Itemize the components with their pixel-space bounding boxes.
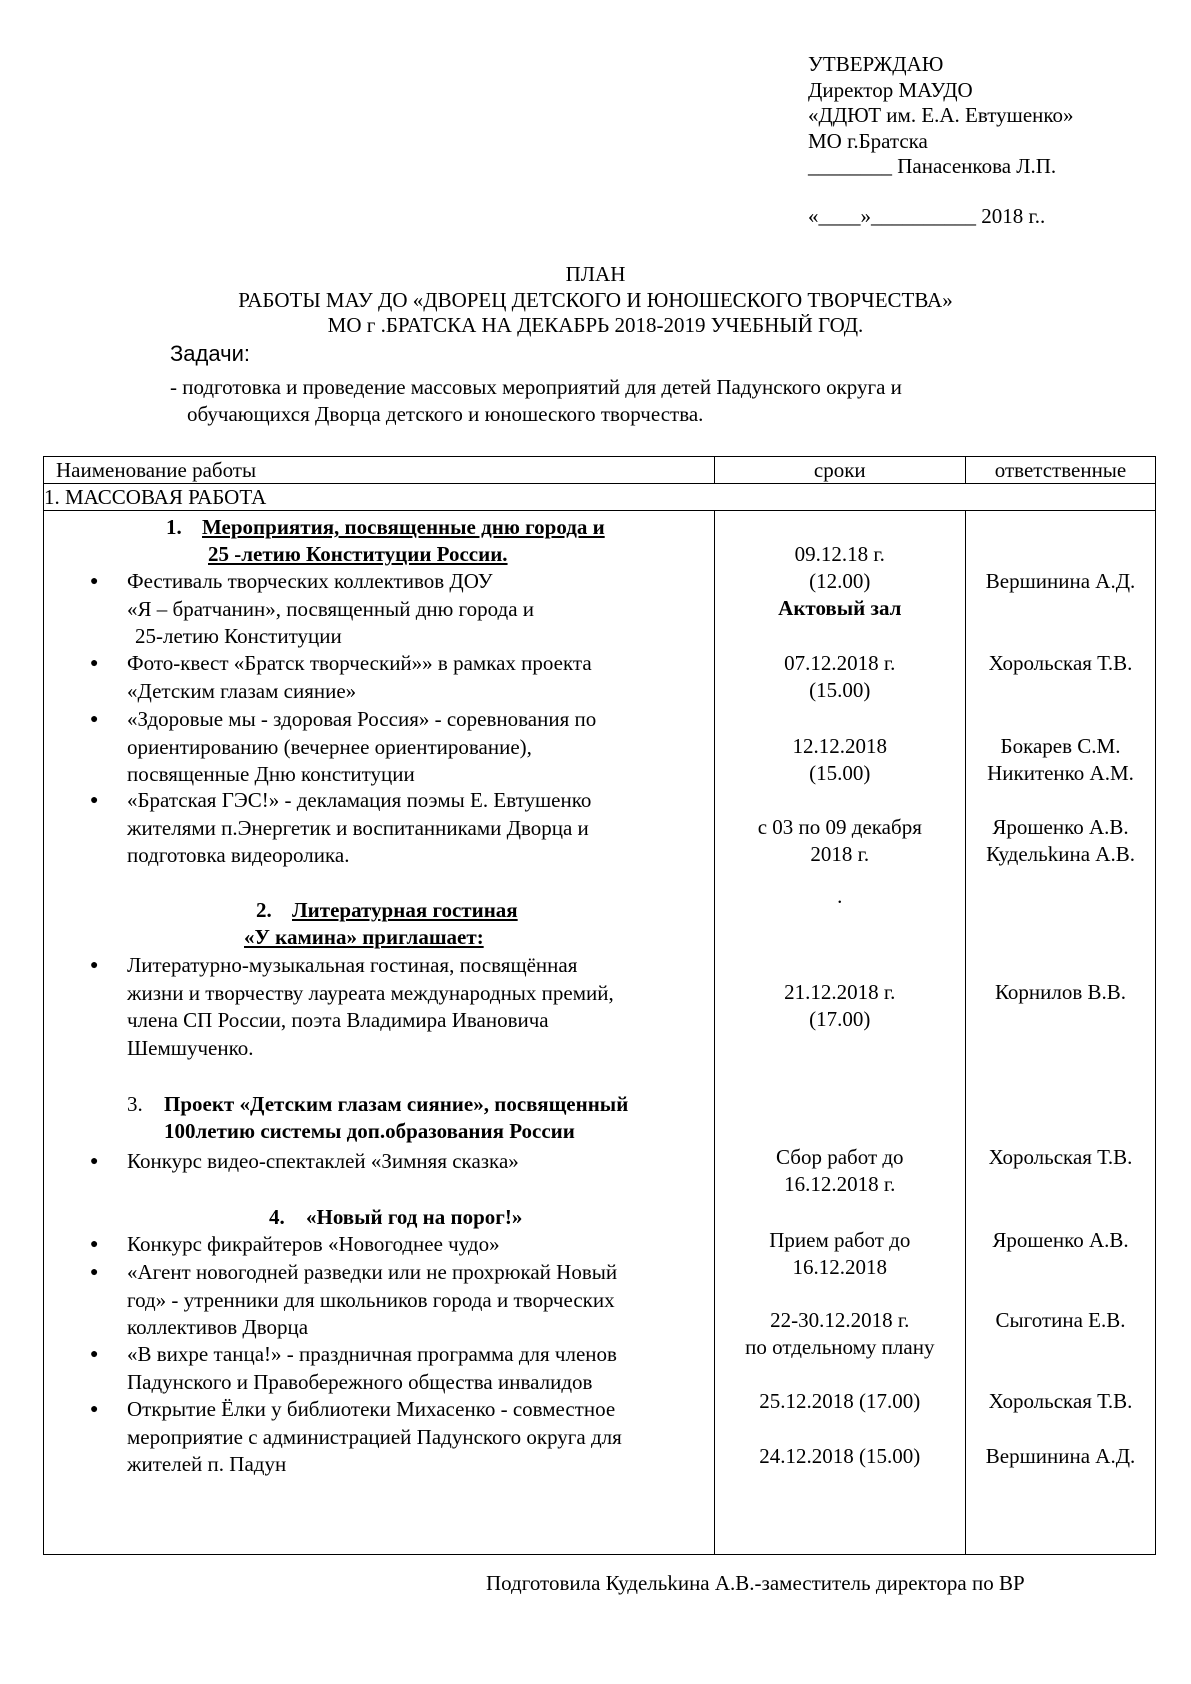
responsible-name: Хорольская Т.В. <box>988 1145 1133 1169</box>
section-title: 1. МАССОВАЯ РАБОТА <box>44 484 1156 511</box>
prepared-by: Подготовила Кудельkина А.В.-заместитель директора по ВР <box>486 1571 1025 1595</box>
term-date: с 03 по 09 декабря <box>757 815 922 839</box>
responsible-name: Вершинина А.Д. <box>985 569 1136 593</box>
bullet-icon: ● <box>90 1347 99 1362</box>
block1-title-1: Мероприятия, посвященные дню города и <box>202 515 605 539</box>
approval-line: «ДДЮТ им. Е.А. Евтушенко» <box>808 103 1074 127</box>
title-line-2: РАБОТЫ МАУ ДО «ДВОРЕЦ ДЕТСКОГО И ЮНОШЕСКОГО ТВОРЧЕСТВА» <box>238 287 953 312</box>
approval-line: УТВЕРЖДАЮ <box>808 52 944 76</box>
term-date: 22-30.12.2018 г. <box>770 1308 910 1332</box>
bullet-icon: ● <box>90 1154 99 1169</box>
item-line: жизни и творчеству лауреата международных премий, <box>127 980 614 1005</box>
responsible-name: Вершинина А.Д. <box>985 1444 1136 1468</box>
header-responsible: ответственные <box>966 457 1156 484</box>
item-line: Литературно-музыкальная гостиная, посвящённая <box>127 953 578 977</box>
term-date: 07.12.2018 г. <box>784 651 896 675</box>
item-line: Конкурс видео-спектаклей «Зимняя сказка» <box>127 1149 519 1173</box>
term-date: 21.12.2018 г. <box>784 980 896 1004</box>
item-line: жителей п. Падун <box>127 1452 287 1476</box>
item-line: мероприятие с администрацией Падунского округа для <box>127 1424 622 1449</box>
tasks-text <box>170 374 902 428</box>
title-line-1: ПЛАН <box>565 262 626 286</box>
term-time: (15.00) <box>809 761 871 785</box>
term-time: 16.12.2018 <box>792 1255 888 1279</box>
block2-title-2: «У камина» приглашает: <box>244 925 484 949</box>
tasks-line-1: - подготовка и проведение массовых мероприятий для детей Падунского округа и <box>170 375 902 399</box>
responsible-name: Ярошенко А.В. <box>992 815 1129 839</box>
item-line: «Агент новогодней разведки или не прохрюкай Новый <box>127 1260 618 1284</box>
responsible-name: Никитенко А.М. <box>987 761 1134 785</box>
item-line: посвященные Дню конституции <box>127 762 415 786</box>
approval-line: ________ Панасенкова Л.П. <box>808 154 1057 178</box>
list-item <box>127 952 614 1062</box>
list-item <box>127 706 596 789</box>
item-line: Шемшученко. <box>127 1035 254 1060</box>
responsible-name: Хорольская Т.В. <box>988 651 1133 675</box>
document-title <box>0 262 1191 339</box>
responsible-cell <box>966 511 1156 1555</box>
item-line: жителями п.Энергетик и воспитанниками Дворца и <box>127 815 589 840</box>
block1-num: 1. <box>166 515 182 539</box>
block3-title-1: Проект «Детским глазам сияние», посвященный <box>164 1092 629 1116</box>
section-row <box>44 484 1156 511</box>
block2-title-1: Литературная гостиная <box>292 898 518 922</box>
block2-num: 2. <box>256 898 272 922</box>
item-line: год» - утренники для школьников города и творческих <box>127 1287 615 1312</box>
dot-mark: · <box>836 890 844 914</box>
approval-block <box>808 52 1074 229</box>
term-date: 24.12.2018 (15.00) <box>759 1444 921 1468</box>
item-line: Конкурс фикрайтеров «Новогоднее чудо» <box>127 1232 500 1256</box>
responsible-name: Кудельkина А.В. <box>986 842 1135 866</box>
tasks-label: Задачи: <box>170 341 250 366</box>
block4-num: 4. <box>269 1205 285 1229</box>
list-item <box>127 650 592 705</box>
bullet-icon: ● <box>90 574 99 589</box>
block3-title-2: 100летию системы доп.образования России <box>164 1119 575 1143</box>
list-item <box>127 1396 622 1479</box>
list-item <box>127 1148 519 1176</box>
item-line: «Братская ГЭС!» - декламация поэмы Е. Евтушенко <box>127 788 592 812</box>
item-line: подготовка видеоролика. <box>127 843 350 867</box>
name-cell <box>44 511 715 1555</box>
list-item <box>127 1259 617 1342</box>
item-line: «Я – братчанин», посвященный дню города и <box>127 596 535 621</box>
list-item <box>127 1231 500 1259</box>
bullet-icon: ● <box>90 958 99 973</box>
item-line: Фото-квест «Братск творческий»» в рамках проекта <box>127 651 592 675</box>
term-time: (12.00) <box>809 569 871 593</box>
header-terms: сроки <box>714 457 965 484</box>
title-line-3: МО г .БРАТСКА НА ДЕКАБРЬ 2018-2019 УЧЕБНЫЙ ГОД. <box>327 313 864 337</box>
bullet-icon: ● <box>90 712 99 727</box>
table-header-row <box>44 457 1156 484</box>
item-line: Фестиваль творческих коллективов ДОУ <box>127 569 493 593</box>
table-body-row <box>44 511 1156 1555</box>
block4-title: «Новый год на порог!» <box>306 1205 523 1229</box>
term-time: 16.12.2018 г. <box>784 1172 896 1196</box>
approval-line: МО г.Братска <box>808 128 928 153</box>
term-time: (17.00) <box>809 1007 871 1031</box>
responsible-name: Корнилов В.В. <box>994 980 1127 1004</box>
tasks-line-2: обучающихся Дворца детского и юношеского творчества. <box>187 402 704 426</box>
item-line: члена СП России, поэта Владимира Ивановича <box>127 1008 549 1032</box>
bullet-icon: ● <box>90 1265 99 1280</box>
responsible-name: Сыготина Е.В. <box>995 1308 1126 1332</box>
term-place: Актовый зал <box>778 596 902 620</box>
block3-num: 3. <box>127 1092 143 1116</box>
responsible-name: Бокарев С.М. <box>1000 734 1121 758</box>
plan-table <box>43 456 1156 1555</box>
list-item <box>127 568 534 651</box>
responsible-name: Ярошенко А.В. <box>992 1228 1129 1252</box>
list-item <box>127 1341 617 1396</box>
term-time: по отдельному плану <box>745 1335 935 1359</box>
term-date: 12.12.2018 <box>792 734 888 758</box>
terms-cell <box>714 511 965 1555</box>
item-line: ориентированию (вечернее ориентирование), <box>127 734 532 759</box>
approval-date: «____»__________ 2018 г.. <box>808 203 1046 228</box>
responsible-name: Хорольская Т.В. <box>988 1389 1133 1413</box>
bullet-icon: ● <box>90 656 99 671</box>
term-date: Прием работ до <box>769 1228 911 1252</box>
approval-line: Директор МАУДО <box>808 77 973 102</box>
item-line: «Здоровые мы - здоровая Россия» - соревнования по <box>127 707 597 731</box>
term-time: 2018 г. <box>810 842 870 866</box>
term-time: (15.00) <box>809 678 871 702</box>
bullet-icon: ● <box>90 1237 99 1252</box>
term-date: Сбор работ до <box>776 1145 904 1169</box>
bullet-icon: ● <box>90 1402 99 1417</box>
block1-title-2: 25 -летию Конституции России. <box>208 542 508 566</box>
item-line: Открытие Ёлки у библиотеки Михасенко - совместное <box>127 1397 616 1421</box>
term-date: 25.12.2018 (17.00) <box>759 1389 921 1413</box>
item-line: «В вихре танца!» - праздничная программа для членов <box>127 1342 617 1366</box>
item-line: «Детским глазам сияние» <box>127 678 357 703</box>
item-line: Падунского и Правобережного общества инвалидов <box>127 1369 593 1394</box>
term-date: 09.12.18 г. <box>794 542 885 566</box>
item-line: 25-летию Конституции <box>135 624 342 648</box>
item-line: коллективов Дворца <box>127 1315 309 1339</box>
header-name: Наименование работы <box>44 457 715 484</box>
bullet-icon: ● <box>90 793 99 808</box>
list-item <box>127 787 591 870</box>
